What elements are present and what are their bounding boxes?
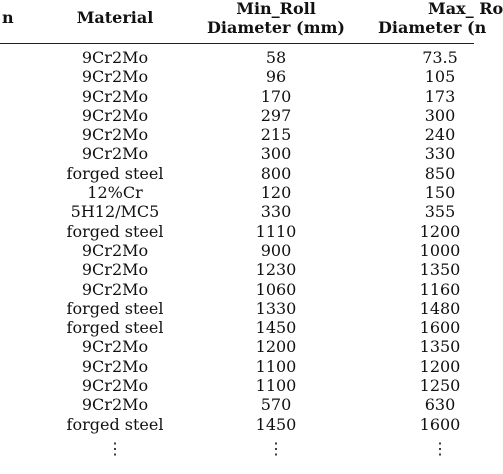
cell-min-roll: 1450 [255,414,297,434]
cell-max-roll: 150 [424,183,456,203]
table-row [0,260,474,279]
cell-min-roll: 120 [260,183,292,203]
header-rule [0,43,474,44]
cell-material: 9Cr2Mo [81,395,149,415]
table-row [0,87,474,106]
header-max-roll: Max_ Ro [428,0,503,18]
table-row [0,241,474,260]
cell-material: forged steel [66,298,164,318]
table-row [0,144,474,163]
cell-max-roll: 330 [424,144,456,164]
header-material: Material [76,8,154,27]
header-min-roll-sub: Diameter (mm) [207,18,345,37]
cell-material: 9Cr2Mo [81,144,149,164]
cell-min-roll: 1100 [255,356,297,376]
table-row [0,48,474,67]
table-row [0,357,474,376]
header-min-roll: Min_Roll [236,0,316,18]
cell-max-roll: 1350 [419,260,461,280]
table-row [0,106,474,125]
cell-material: 9Cr2Mo [81,240,149,260]
cell-material: 9Cr2Mo [81,376,149,396]
ellipsis-max-roll: ⋮ [432,439,448,458]
table-row [0,164,474,183]
cell-min-roll: 58 [265,48,287,67]
table-row [0,376,474,395]
cell-material: 9Cr2Mo [81,356,149,376]
table-row [0,280,474,299]
cell-material: 5H12/MC5 [70,202,160,222]
cell-min-roll: 570 [260,395,292,415]
cell-max-roll: 300 [424,105,456,125]
cell-material: 9Cr2Mo [81,48,149,67]
cell-max-roll: 1160 [419,279,461,299]
cell-material: 12%Cr [87,183,143,203]
cell-min-roll: 900 [260,240,292,260]
cell-min-roll: 96 [265,67,287,87]
cell-max-roll: 850 [424,163,456,183]
cell-max-roll: 1200 [419,356,461,376]
cell-material: forged steel [66,221,164,241]
cell-material: forged steel [66,414,164,434]
cell-max-roll: 1200 [419,221,461,241]
header-partial-col: n [2,8,14,27]
cell-min-roll: 215 [260,125,292,145]
table-row [0,202,474,221]
cell-min-roll: 1200 [255,337,297,357]
cell-material: 9Cr2Mo [81,105,149,125]
table-row [0,318,474,337]
cell-max-roll: 1480 [419,298,461,318]
cell-max-roll: 173 [424,86,456,106]
cell-material: 9Cr2Mo [81,86,149,106]
cell-min-roll: 1450 [255,318,297,338]
cell-material: forged steel [66,163,164,183]
cell-min-roll: 300 [260,144,292,164]
cell-min-roll: 800 [260,163,292,183]
table-body [0,48,474,434]
ellipsis-material: ⋮ [107,439,123,458]
cell-min-roll: 330 [260,202,292,222]
cell-max-roll: 1250 [419,376,461,396]
cell-material: 9Cr2Mo [81,279,149,299]
cell-max-roll: 630 [424,395,456,415]
cell-material: forged steel [66,318,164,338]
cell-min-roll: 1110 [255,221,297,241]
cell-material: 9Cr2Mo [81,125,149,145]
table-row [0,222,474,241]
cell-min-roll: 1100 [255,376,297,396]
cell-min-roll: 1230 [255,260,297,280]
cell-max-roll: 240 [424,125,456,145]
cell-material: 9Cr2Mo [81,337,149,357]
cell-max-roll: 1350 [419,337,461,357]
cell-min-roll: 1330 [255,298,297,318]
table-row [0,337,474,356]
cell-min-roll: 170 [260,86,292,106]
table-row [0,299,474,318]
cell-min-roll: 1060 [255,279,297,299]
cell-max-roll: 1600 [419,414,461,434]
table-row [0,395,474,414]
table-row [0,415,474,434]
cell-max-roll: 73.5 [422,48,458,67]
table-row [0,67,474,86]
cell-min-roll: 297 [260,105,292,125]
cell-material: 9Cr2Mo [81,260,149,280]
table-row [0,183,474,202]
cell-material: 9Cr2Mo [81,67,149,87]
table-row [0,125,474,144]
ellipsis-min-roll: ⋮ [268,439,284,458]
cell-max-roll: 1000 [419,240,461,260]
cell-max-roll: 355 [424,202,456,222]
header-max-roll-sub: Diameter (n [378,18,487,37]
cell-max-roll: 1600 [419,318,461,338]
cell-max-roll: 105 [424,67,456,87]
